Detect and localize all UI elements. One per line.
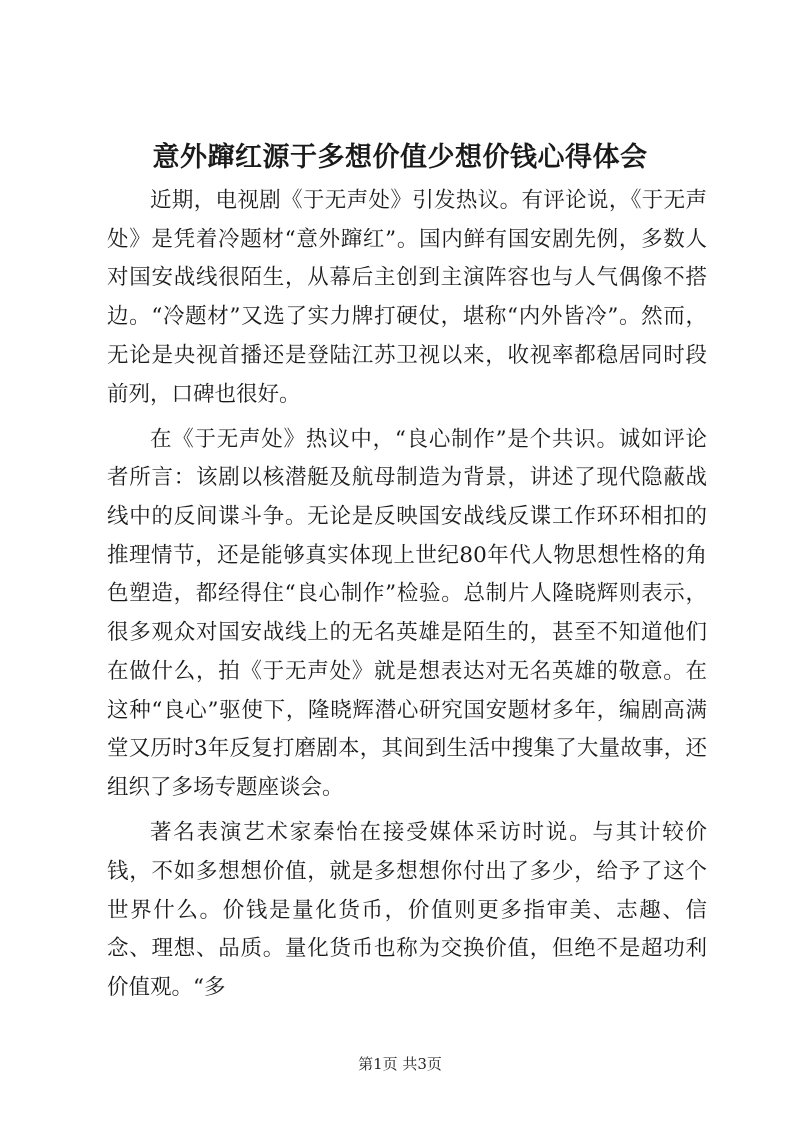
paragraph-3: 著名表演艺术家秦怡在接受媒体采访时说。与其计较价钱，不如多想想价值，就是多想想你付出了多少，给予了这个世界什么。价钱是量化货币，价值则更多指审美、志趣、信念、理想、品质。量化货币也称为交换价值，但绝不是超功利价值观。“多 bbox=[107, 820, 707, 1000]
paragraph-1: 近期，电视剧《于无声处》引发热议。有评论说，《于无声处》是凭着冷题材“意外蹿红”。国内鲜有国安剧先例，多数人对国安战线很陌生，从幕后主创到主演阵容也与人气偶像不搭边。“冷题材”又选了实力牌打硬仗，堪称“内外皆冷”。然而，无论是央视首播还是登陆江苏卫视以来，收视率都稳居同时段前列，口碑也很好。 bbox=[107, 188, 707, 407]
paragraph-2: 在《于无声处》热议中，“良心制作”是个共识。诚如评论者所言：该剧以核潜艇及航母制造为背景，讲述了现代隐蔽战线中的反间谍斗争。无论是反映国安战线反谍工作环环相扣的推理情节，还是能够真实体现上世纪80年代人物思想性格的角色塑造，都经得住“良心制作”检验。总制片人隆晓辉则表示，很多观众对国安战线上的无名英雄是陌生的，甚至不知道他们在做什么，拍《于无声处》就是想表达对无名英雄的敬意。在这种“良心”驱使下，隆晓辉潜心研究国安题材多年，编剧高满堂又历时3年反复打磨剧本，其间到生活中搜集了大量故事，还组织了多场专题座谈会。 bbox=[107, 426, 707, 800]
document-title: 意外蹿红源于多想价值少想价钱心得体会 bbox=[152, 142, 648, 173]
document-body bbox=[107, 182, 707, 1008]
page-indicator: 第1页 共3页 bbox=[358, 1055, 442, 1073]
